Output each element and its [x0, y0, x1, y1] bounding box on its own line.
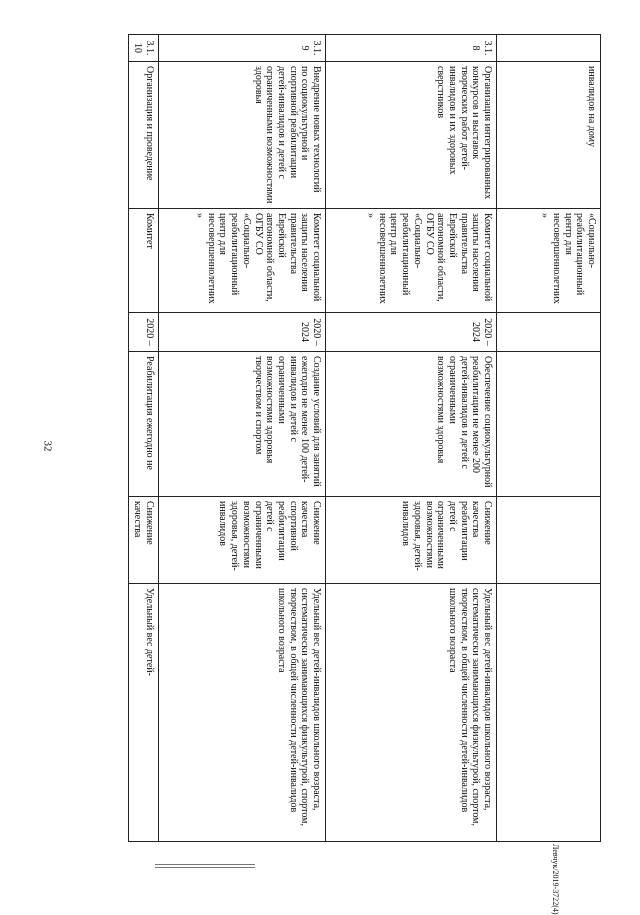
cell-executor: «Социально-реабилитационный центр для несовершеннолетних»	[497, 209, 601, 313]
cell-indicator: Удельный вес детей-инвалидов школьного возраста, систематически занимающихся физкультурой, спортом, творчеством, в общей численности детей-инвалидов школьного возраста	[326, 584, 497, 842]
footer-rule	[155, 864, 255, 870]
cell-event: Организация интегрированных конкурсов и выставок творческих работ детей-инвалидов и их здоровых сверстников	[326, 62, 497, 209]
cell-period	[497, 313, 601, 352]
cell-event: Организация и проведение	[128, 62, 158, 209]
table-row	[159, 35, 326, 842]
cell-period: 2020 – 2024	[159, 313, 326, 352]
cell-num	[497, 35, 601, 62]
cell-executor: Комитет социальной защиты населения правительства Еврейской автономной области, ОГБУ СО «Социально-реабилитационный центр для несовершеннолетних»	[159, 209, 326, 313]
cell-indicator: Удельный вес детей-	[128, 584, 158, 842]
cell-indicator: Удельный вес детей-инвалидов школьного возраста, систематически занимающихся физкультурой, спортом, творчеством, в общей численности детей-инвалидов школьного возраста	[159, 584, 326, 842]
cell-num: 3.1.10	[128, 35, 158, 62]
cell-indicator	[497, 584, 601, 842]
cell-risk: Снижение качества спортивной реабилитации детей с ограниченными возможностями здоровья, детей-инвалидов	[159, 497, 326, 584]
table-row	[128, 35, 158, 842]
table-row	[326, 35, 497, 842]
cell-risk	[497, 497, 601, 584]
cell-period: 2020 –	[128, 313, 158, 352]
measures-table	[128, 34, 601, 842]
cell-result	[497, 352, 601, 497]
table-row-continuation	[497, 35, 601, 842]
rotated-table-container	[132, 34, 601, 841]
cell-risk: Снижение качества	[128, 497, 158, 584]
page-number: 32	[41, 440, 54, 452]
cell-executor: Комитет	[128, 209, 158, 313]
document-code: Левчук/2019-3722(4)	[551, 844, 560, 915]
cell-num: 3.1.8	[326, 35, 497, 62]
cell-executor: Комитет социальной защиты населения правительства Еврейской автономной области, ОГБУ СО «Социально-реабилитационный центр для несовершеннолетних»	[326, 209, 497, 313]
cell-result: Создание условий для занятий ежегодно не менее 100 детей-инвалидов и детей с ограниченными возможностями здоровья творчеством и спортом	[159, 352, 326, 497]
cell-risk: Снижение качества реабилитации детей с ограниченными возможностями здоровья, детей-инвалидов	[326, 497, 497, 584]
cell-result: Реабилитация ежегодно не	[128, 352, 158, 497]
cell-result: Обеспечение социокультурной реабилитации не менее 200 детей-инвалидов и детей с ограниченными возможностями здоровья	[326, 352, 497, 497]
cell-num: 3.1.9	[159, 35, 326, 62]
cell-event: Внедрение новых технологий по социокультурной и спортивной реабилитации детей-инвалидов и детей с ограниченными возможностями здоровья	[159, 62, 326, 209]
cell-event: инвалидов на дому	[497, 62, 601, 209]
cell-period: 2020 – 2024	[326, 313, 497, 352]
